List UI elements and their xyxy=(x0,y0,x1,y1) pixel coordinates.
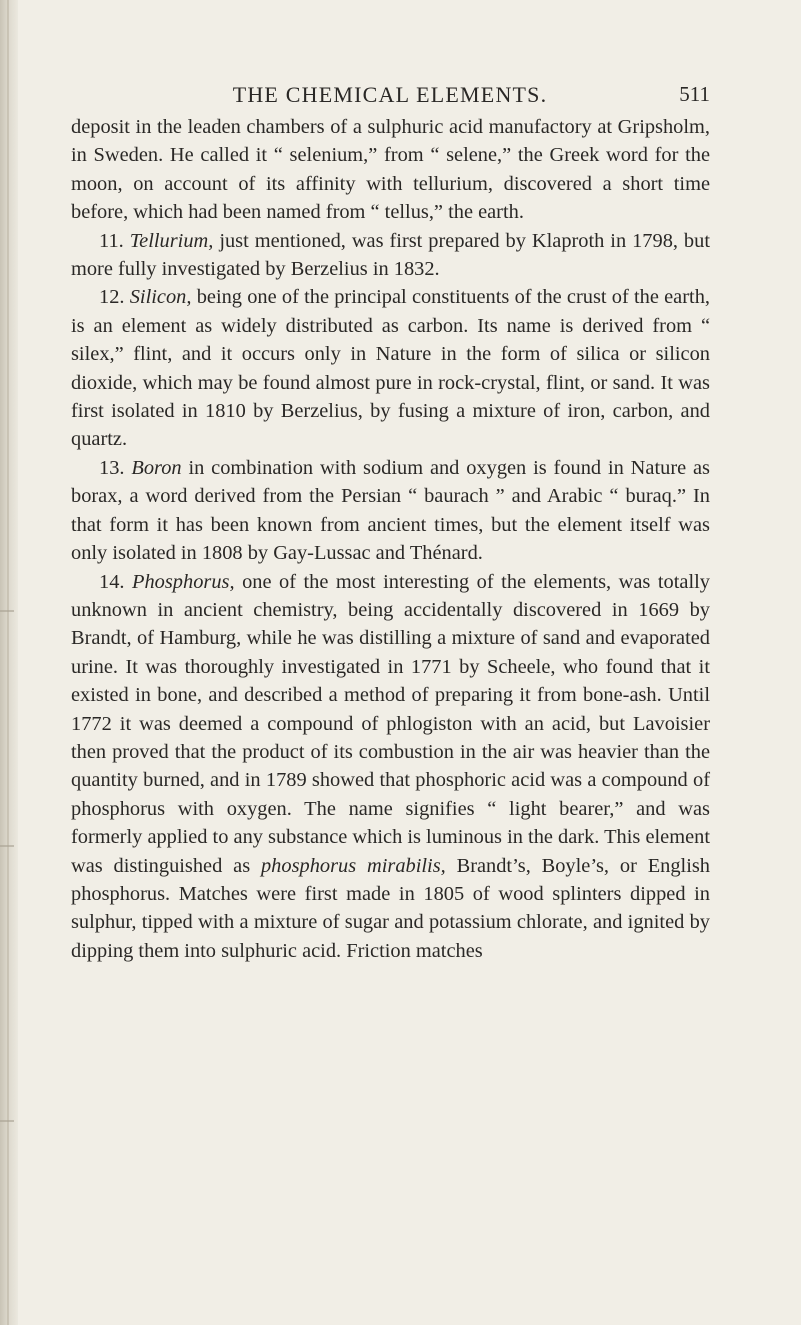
element-name: Boron xyxy=(131,456,182,479)
paragraph-text: just mentioned, was first prepared by Klaproth in 1798, but more fully investigated by Berzelius in 1832. xyxy=(71,229,710,281)
page-number: 511 xyxy=(679,82,710,106)
inline-term: phosphorus mirabilis, xyxy=(260,854,446,877)
paragraph-text: in combination with sodium and oxygen is found in Nature as borax, a word derived from the Persian “ baurach ” and Arabic “ buraq.” In that form it has been known from ancient times, but the element itself was only isolated in 1808 by Gay-Lussac and Thénard. xyxy=(71,456,710,565)
paragraph-text: deposit in the leaden chambers of a sulphuric acid manufactory at Gripsholm, in Sweden. He called it “ selenium,” from “ selene,” the Greek word for the moon, on account of its affinity with tellurium, discovered a short time before, which had been named from “ tellus,” the earth. xyxy=(71,116,710,224)
paragraph-number: 14. xyxy=(99,570,125,593)
element-name: Silicon, xyxy=(129,286,192,309)
paragraph-text: one of the most interesting of the elements, was totally unknown in ancient chemistry, being accidentally discovered in 1669 by Brandt, of Hamburg, while he was distilling a mixture of sand and evaporated urine. It was thoroughly investigated in 1771 by Scheele, who found that it existed in bone, and described a method of preparing it from bone-ash. Until 1772 it was deemed a compound of phlogiston with an acid, but Lavoisier then proved that the product of its combustion in the air was heavier than the quantity burned, and in 1789 showed that phosphoric acid was a compound of phosphorus with oxygen. The name signifies “ light bearer,” and was formerly applied to any substance which is luminous in the dark. This element was distinguished as xyxy=(71,570,710,877)
paragraph-boron xyxy=(71,454,710,568)
paragraph-number: 12. xyxy=(99,286,125,309)
running-head xyxy=(70,82,710,114)
running-title: THE CHEMICAL ELEMENTS. xyxy=(232,82,548,107)
paragraph-number: 11. xyxy=(99,229,124,252)
paragraph-text: Brandt’s, Boyle’s, or English phosphorus. Matches were first made in 1805 of wood splinters dipped in sulphur, tipped with a mixture of sugar and potassium chlorate, and ignited by dipping them into sulphuric acid. Friction matches xyxy=(71,854,710,962)
element-name: Phosphorus, xyxy=(132,570,235,593)
paragraph-phosphorus xyxy=(71,568,710,966)
element-name: Tellurium, xyxy=(129,229,214,252)
body-text xyxy=(71,113,710,965)
paragraph-tellurium xyxy=(71,227,710,284)
paragraph-continuation xyxy=(71,113,710,227)
paragraph-text: being one of the principal constituents of the crust of the earth, is an element as widely distributed as carbon. Its name is derived from “ silex,” flint, and it occurs only in Nature in the form of silica or silicon dioxide, which may be found almost pure in rock-crystal, flint, or sand. It was first isolated in 1810 by Berzelius, by fusing a mixture of iron, carbon, and quartz. xyxy=(71,286,710,451)
paragraph-number: 13. xyxy=(99,456,125,479)
paragraph-silicon xyxy=(71,283,710,453)
